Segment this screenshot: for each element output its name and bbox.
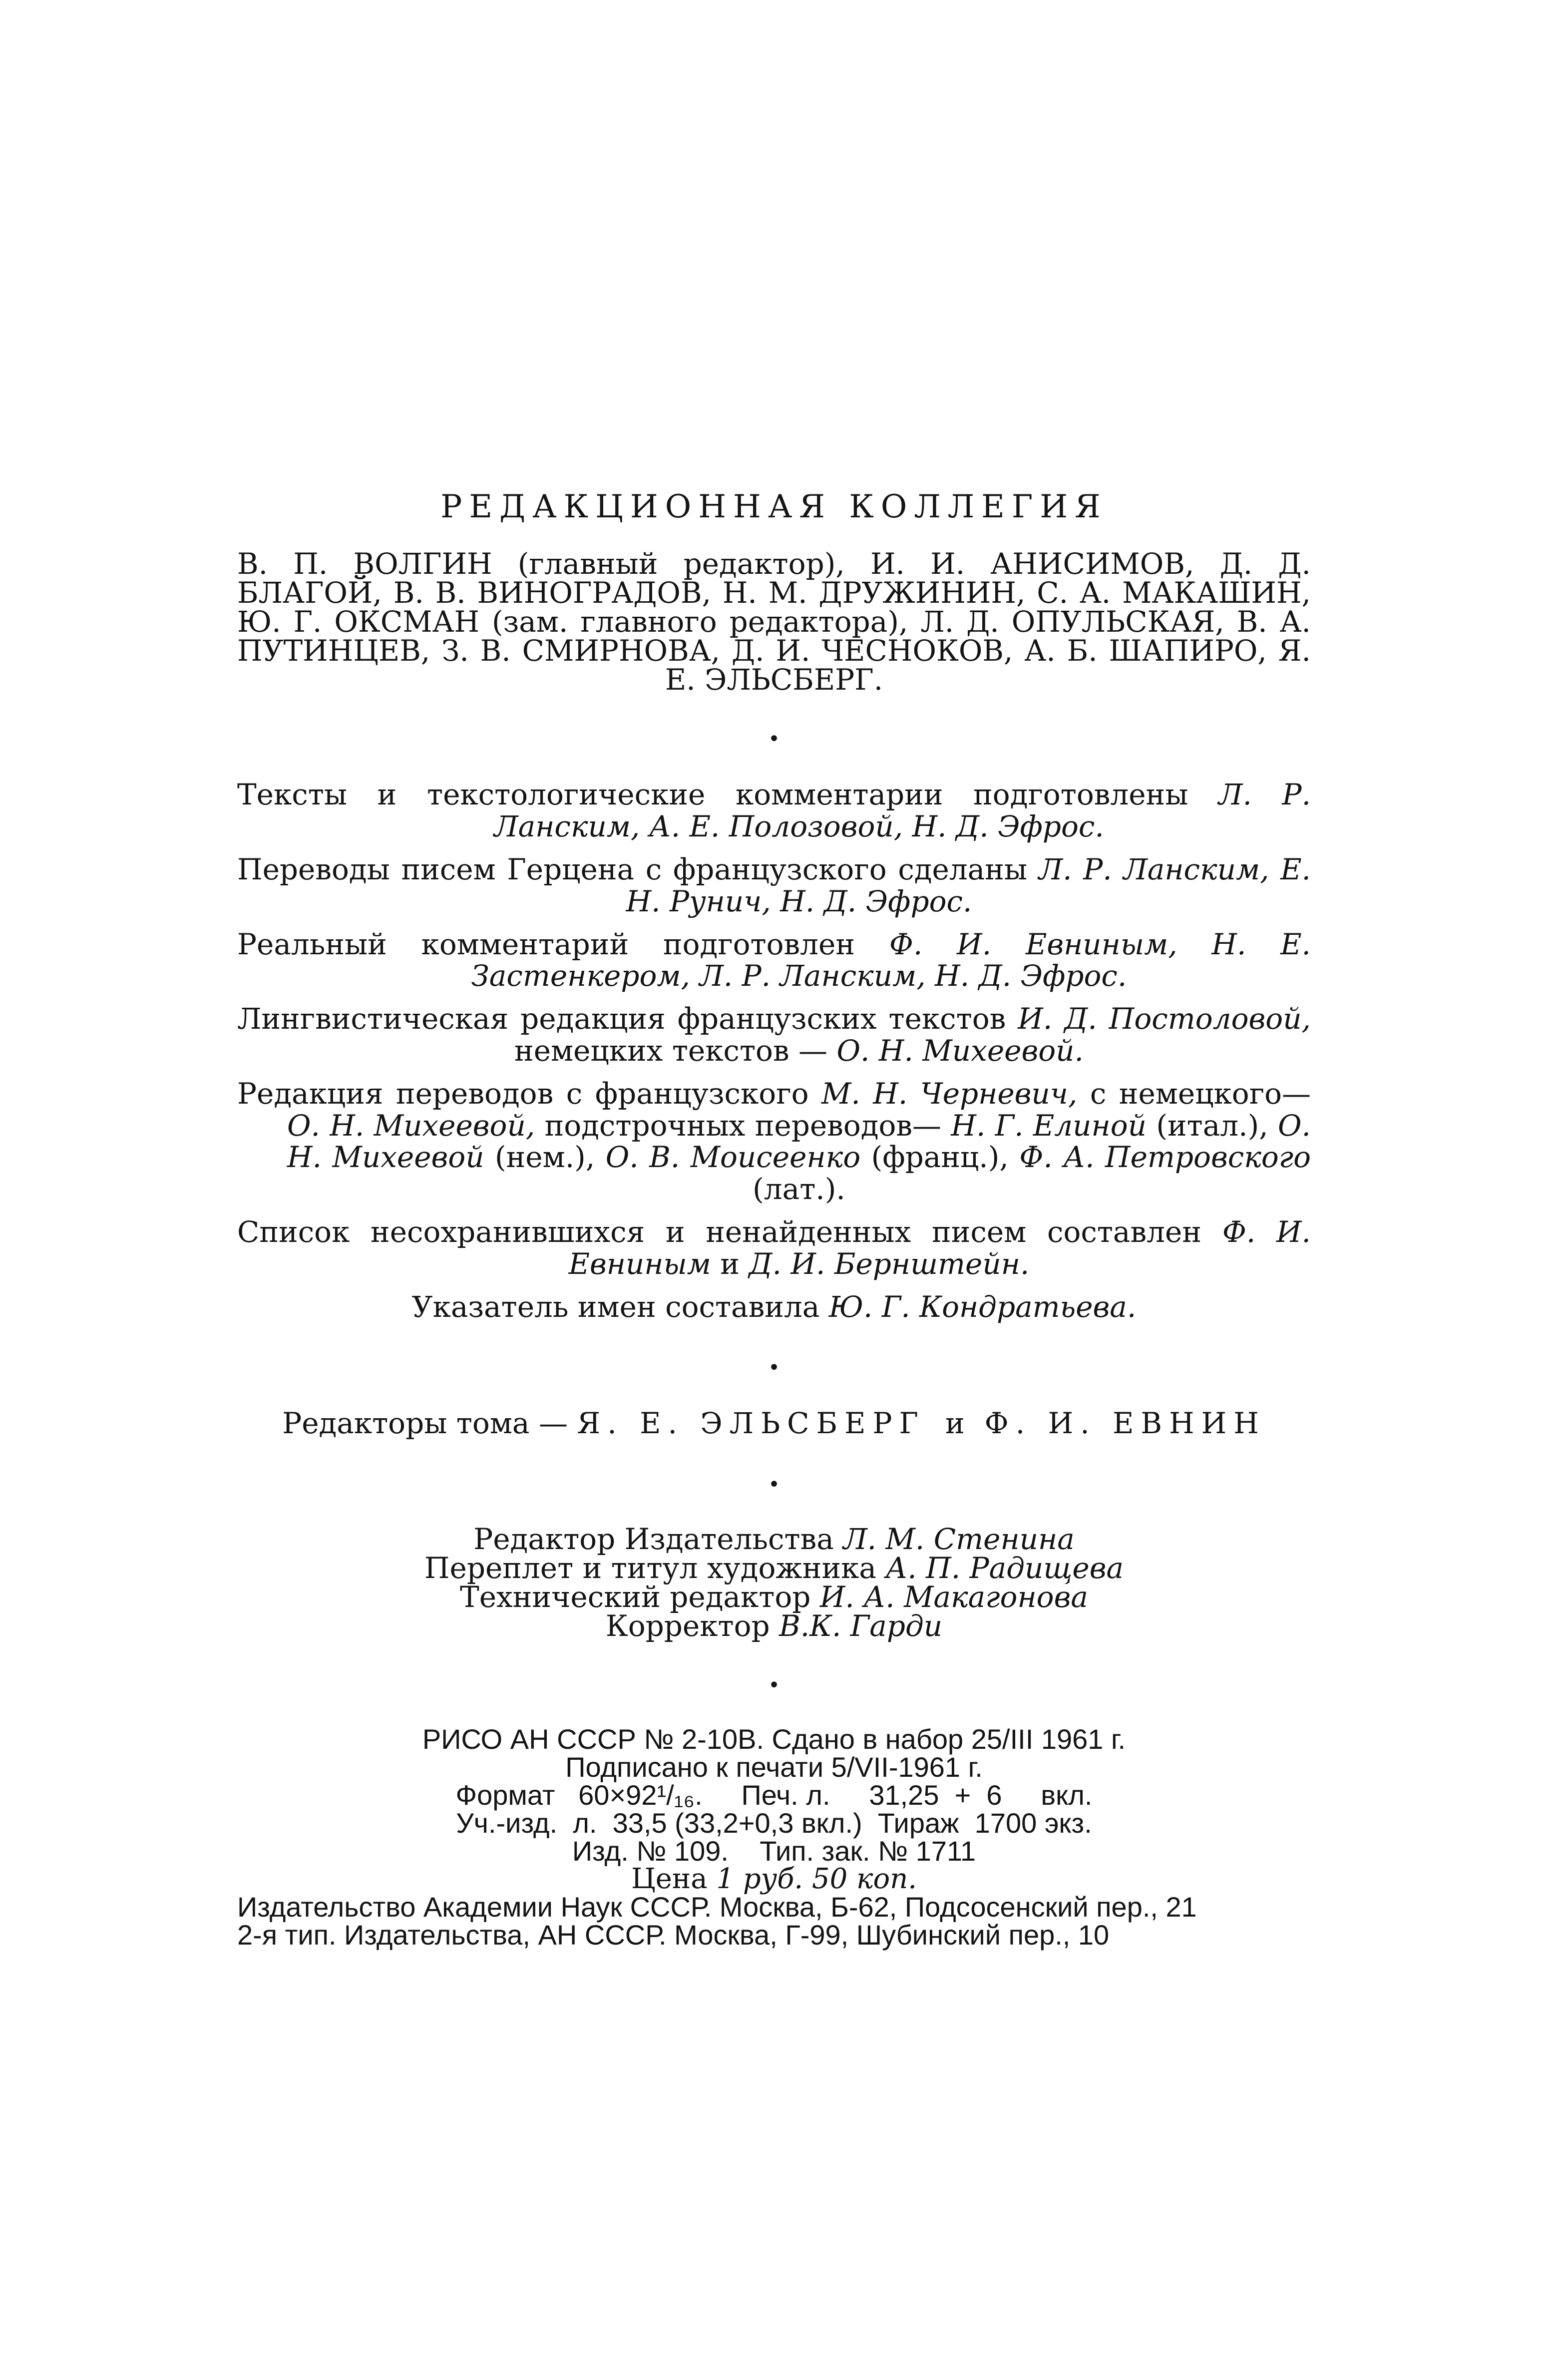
separator-star-1: • <box>768 728 780 751</box>
credit-label: (итал.), <box>1147 1108 1278 1143</box>
credit-texts <box>237 779 1311 843</box>
imprint-line: Подписано к печати 5/VII-1961 г. <box>565 1751 983 1783</box>
separator-star-4: • <box>768 1674 780 1697</box>
staff-person: В.К. Гарди <box>779 1609 943 1643</box>
staff-role: Переплет и титул художника <box>424 1551 886 1586</box>
imprint-publisher: Издательство Академии Наук СССР. Москва, Б-62, Подсосенский пер., 21 <box>237 1891 1197 1923</box>
imprint-line: Формат 60×92¹/₁₆. Печ. л. 31,25 + 6 вкл. <box>455 1779 1093 1811</box>
credit-lost-letters <box>237 1216 1311 1280</box>
separator-star-3: • <box>768 1473 780 1497</box>
imprint-line: РИСО АН СССР № 2-10В. Сдано в набор 25/III 1961 г. <box>422 1723 1126 1755</box>
credit-label: Редакция переводов с французского <box>237 1076 822 1111</box>
editorial-board-title: РЕДАКЦИОННАЯ КОЛЛЕГИЯ <box>440 488 1108 525</box>
credit-label: Реальный комментарий подготовлен <box>237 927 889 961</box>
staff-line <box>237 1522 1311 1557</box>
credit-names: О. Н. Михеевой <box>287 1108 1311 1175</box>
separator-star-2: • <box>768 1356 780 1380</box>
volume-editors-conjunction: и <box>945 1406 965 1441</box>
editorial-board-members: В. П. ВОЛГИН (главный редактор), И. И. АНИСИМОВ, Д. Д. БЛАГОЙ, В. В. ВИНОГРАДОВ, Н. М. ДРУЖИНИН, С. А. МАКАШИН, Ю. Г. ОКСМАН (зам. главного редактора), Л. Д. ОПУЛЬСКАЯ, В. А. ПУТИНЦЕВ, З. В. СМИРНОВА, Д. И. ЧЕСНОКОВ, А. Б. ШАПИРО, Я. Е. ЭЛЬСБЕРГ. <box>237 547 1311 697</box>
credit-names: Л. Р. Ланским, Е. Н. Рунич, Н. Д. Эфрос. <box>626 852 1311 918</box>
staff-person: Л. М. Стенина <box>843 1522 1075 1557</box>
credit-names: И. Д. Постоловой, <box>1018 1002 1311 1036</box>
credit-label: (лат.). <box>753 1172 845 1206</box>
credit-index <box>237 1291 1311 1323</box>
staff-block <box>237 1522 1311 1643</box>
credit-label: подстрочных переводов— <box>535 1108 951 1143</box>
staff-role: Редактор Издательства <box>473 1522 843 1557</box>
credit-names: Ю. Г. Кондратьева. <box>828 1289 1137 1324</box>
staff-person: А. П. Радищева <box>885 1551 1124 1586</box>
credit-label: Список несохранившихся и ненайденных писем составлен <box>237 1214 1222 1249</box>
credit-label: и <box>711 1246 749 1281</box>
credit-names: Д. И. Бернштейн. <box>749 1246 1030 1281</box>
staff-line <box>237 1609 1311 1643</box>
staff-person: И. А. Макагонова <box>819 1580 1088 1614</box>
volume-editors-label: Редакторы тома — <box>282 1406 568 1441</box>
credit-label: Указатель имен составила <box>411 1289 829 1324</box>
credit-label: (франц.), <box>860 1140 1020 1175</box>
credit-names: О. Н. Михеевой, <box>287 1108 535 1143</box>
price-label: Цена <box>631 1863 717 1896</box>
credit-commentary <box>237 929 1311 993</box>
volume-editor-first: Я. Е. ЭЛЬСБЕРГ <box>577 1406 925 1441</box>
credit-names: Л. Р. Ланским, А. Е. Полозовой, Н. Д. Эфрос. <box>494 778 1311 844</box>
staff-role: Корректор <box>605 1609 779 1643</box>
staff-line <box>237 1551 1311 1586</box>
volume-editors <box>237 1408 1311 1440</box>
credit-translation-editing <box>237 1078 1311 1205</box>
credit-names: М. Н. Черневич, <box>821 1076 1078 1111</box>
credit-names: Н. Г. Елиной <box>951 1108 1147 1143</box>
credit-names: Ф. И. Евниным <box>568 1214 1311 1281</box>
staff-role: Технический редактор <box>460 1580 820 1614</box>
credit-label: (нем.), <box>484 1140 606 1175</box>
credit-names: О. В. Моисеенко <box>605 1140 861 1175</box>
colophon-page <box>237 489 1311 1949</box>
credit-names: Ф. И. Евниным, Н. Е. Застенкером, Л. Р. Ланским, Н. Д. Эфрос. <box>471 927 1311 993</box>
credit-linguistic <box>237 1003 1311 1067</box>
credit-label: Тексты и текстологические комментарии подготовлены <box>237 778 1219 812</box>
imprint-printer: 2-я тип. Издательства, АН СССР. Москва, Г-99, Шубинский пер., 10 <box>237 1919 1110 1951</box>
credit-names: Ф. А. Петровского <box>1019 1140 1311 1175</box>
credit-label: с немецкого— <box>1077 1076 1311 1111</box>
credit-names: О. Н. Михеевой. <box>836 1033 1084 1068</box>
imprint-line: Изд. № 109. Тип. зак. № 1711 <box>572 1835 976 1867</box>
volume-editor-second: Ф. И. ЕВНИН <box>984 1406 1266 1441</box>
imprint-line: Уч.-изд. л. 33,5 (33,2+0,3 вкл.) Тираж 1700 экз. <box>456 1807 1092 1839</box>
imprint-price <box>237 1863 1311 1896</box>
credit-translations <box>237 854 1311 918</box>
staff-line <box>237 1580 1311 1614</box>
price-value: 1 руб. 50 коп. <box>716 1863 917 1896</box>
credit-label: Переводы писем Герцена с французского сделаны <box>237 852 1039 886</box>
credits-block <box>237 779 1311 1323</box>
imprint-block <box>237 1725 1311 1949</box>
credit-label: немецких текстов — <box>514 1033 837 1068</box>
credit-label: Лингвистическая редакция французских текстов <box>237 1002 1018 1036</box>
